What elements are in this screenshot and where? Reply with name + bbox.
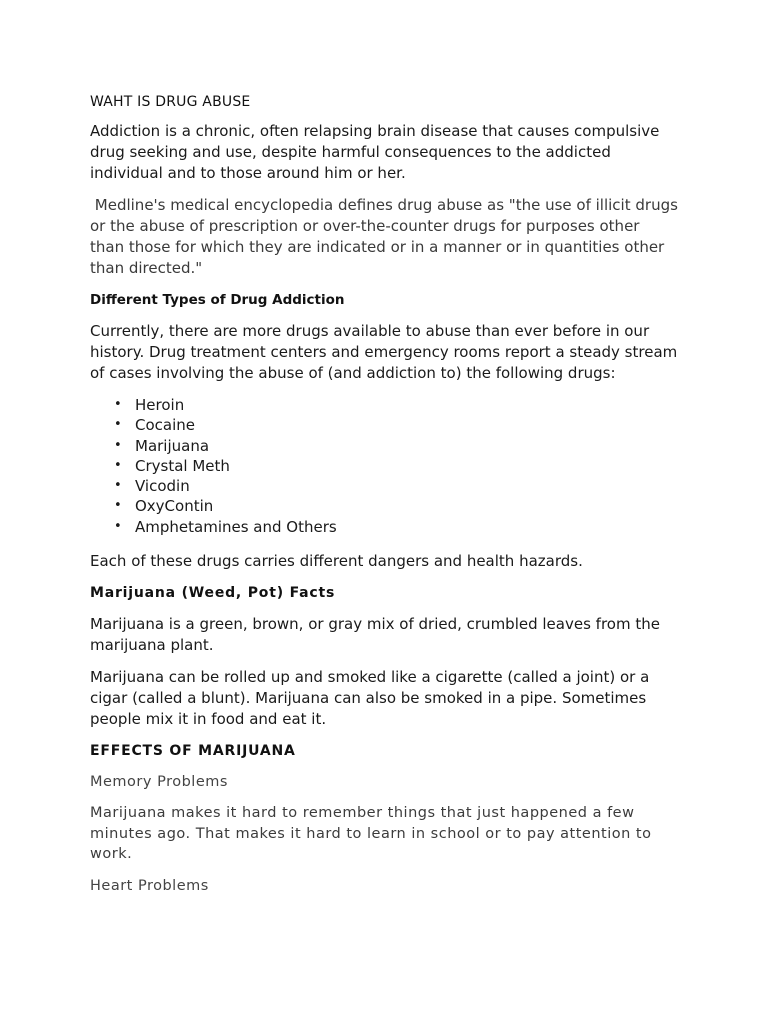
list-item-label: Crystal Meth: [135, 456, 230, 475]
list-item-label: Cocaine: [135, 416, 195, 435]
list-item: [114, 436, 678, 456]
intro-paragraph: Addiction is a chronic, often relapsing brain disease that causes compulsive drug seeking and use, despite harmful consequences to the addicted individual and to those around him or her.: [90, 122, 660, 182]
list-item-label: Vicodin: [135, 477, 190, 496]
bullet-icon: •: [114, 457, 122, 473]
list-item: [114, 517, 678, 537]
bullet-icon: •: [114, 498, 122, 514]
list-item-label: Amphetamines and Others: [135, 517, 337, 536]
types-heading: Different Types of Drug Addiction: [90, 292, 345, 308]
list-item: [114, 476, 678, 496]
document-title: WAHT IS DRUG ABUSE: [90, 94, 251, 110]
bullet-icon: •: [114, 518, 122, 534]
effects-heading: EFFECTS OF MARIJUANA: [90, 743, 296, 760]
bullet-icon: •: [114, 417, 122, 433]
drug-list: [90, 395, 678, 537]
list-item-label: OxyContin: [135, 497, 214, 516]
list-item: [114, 496, 678, 516]
medline-paragraph: Medline's medical encyclopedia defines drug abuse as "the use of illicit drugs or the abuse of prescription or over-the-counter drugs for purposes other than those for which they are indicated or in a manner or in quantities other than directed.": [90, 196, 683, 277]
heart-heading: Heart Problems: [90, 877, 209, 894]
memory-heading: Memory Problems: [90, 774, 228, 791]
list-item-label: Heroin: [135, 396, 185, 414]
bullet-icon: •: [114, 397, 122, 412]
types-intro-paragraph: Currently, there are more drugs available to abuse than ever before in our history. Drug treatment centers and emergency rooms report a steady stream of cases involving the abuse of (and addiction to) the following drugs:: [90, 322, 678, 382]
list-item: [114, 415, 678, 435]
marijuana-heading: Marijuana (Weed, Pot) Facts: [90, 585, 336, 602]
memory-paragraph: Marijuana makes it hard to remember things that just happened a few minutes ago. That makes it hard to learn in school or to pay attention to work.: [90, 805, 652, 863]
bullet-icon: •: [114, 437, 122, 453]
list-item-label: Marijuana: [135, 436, 210, 455]
marijuana-paragraph-2: Marijuana can be rolled up and smoked like a cigarette (called a joint) or a cigar (called a blunt). Marijuana can also be smoked in a pipe. Sometimes people mix it in food and eat it.: [90, 668, 650, 729]
marijuana-paragraph-1: Marijuana is a green, brown, or gray mix of dried, crumbled leaves from the marijuana plant.: [90, 615, 660, 655]
dangers-paragraph: Each of these drugs carries different dangers and health hazards.: [90, 552, 583, 571]
list-item: [114, 456, 678, 476]
list-item: [114, 395, 678, 415]
bullet-icon: •: [114, 478, 122, 494]
